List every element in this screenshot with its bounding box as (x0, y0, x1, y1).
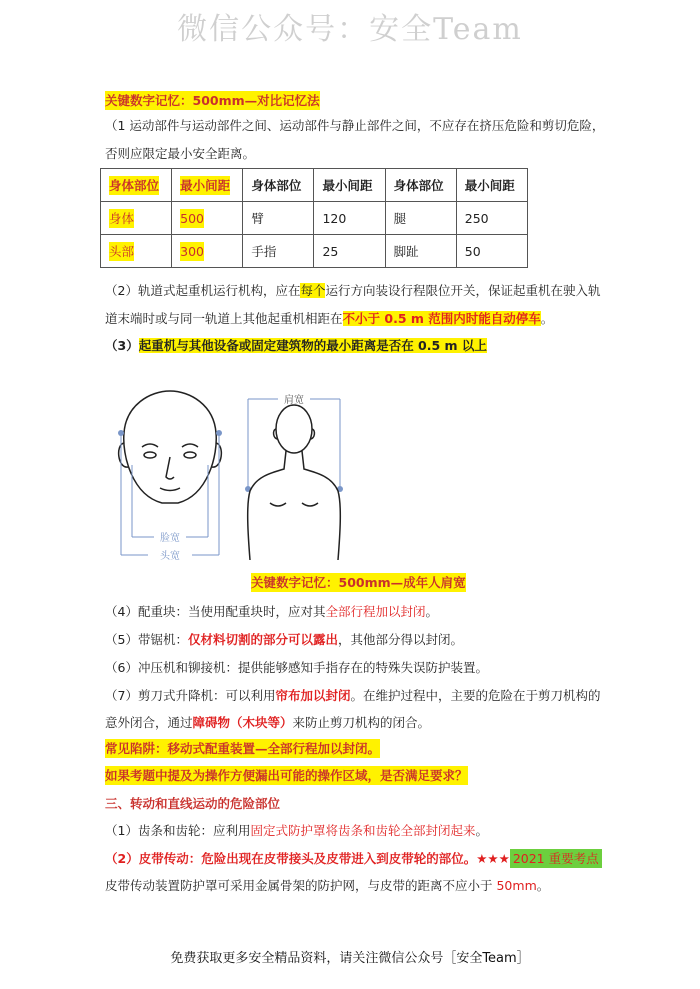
table-header-cell: 身体部位 (243, 169, 314, 202)
table-header-cell: 最小间距 (314, 169, 385, 202)
paragraph-1-line-1: （1 运动部件与运动部件之间、运动部件与静止部件之间，不应存在挤压危险和剪切危险， (105, 118, 605, 133)
memo-2-text: 关键数字记忆：500mm—成年人肩宽 (251, 575, 466, 590)
memo-heading-2 (251, 574, 466, 592)
table-cell: 臂 (243, 202, 314, 235)
table-cell: 250 (456, 202, 527, 235)
paragraph-3: （3）起重机与其他设备或固定建筑物的最小距离是否在 0.5 m 以上 (105, 338, 487, 353)
table-cell: 头部 (101, 235, 172, 268)
table-cell: 300 (172, 235, 243, 268)
paragraph-2-line-2: 道末端时或与同一轨道上其他起重机相距在不小于 0.5 m 范围内时能自动停车。 (105, 311, 554, 326)
footer-notice: 免费获取更多安全精品资料，请关注微信公众号［安全Team］ (170, 951, 530, 966)
paragraph-7-line-2: 意外闭合，通过障碍物（木块等）来防止剪刀机构的闭合。 (105, 715, 431, 730)
table-cell: 25 (314, 235, 385, 268)
paragraph-6: （6）冲压机和铆接机：提供能够感知手指存在的特殊失误防护装置。 (105, 660, 488, 675)
exam-question: 如果考题中提及为操作方便漏出可能的操作区域，是否满足要求？ (105, 768, 468, 783)
table-row (101, 235, 528, 268)
width-guides (121, 399, 340, 555)
table-cell: 500 (172, 202, 243, 235)
section-3-item-1: （1）齿条和齿轮：应利用固定式防护罩将齿条和齿轮全部封闭起来。 (105, 823, 488, 838)
common-trap: 常见陷阱：移动式配重装置—全部行程加以封闭。 (105, 741, 381, 756)
table-cell: 腿 (385, 202, 456, 235)
table-cell: 120 (314, 202, 385, 235)
table-header-cell: 身体部位 (101, 169, 172, 202)
head-width-label: 头宽 (160, 551, 180, 562)
table-cell: 身体 (101, 202, 172, 235)
memo-1-text: 关键数字记忆：500mm—对比记忆法 (105, 93, 320, 108)
head-front-drawing (119, 391, 222, 503)
paragraph-7-line-1: （7）剪刀式升降机：可以利用帘布加以封闭。在维护过程中，主要的危险在于剪刀机构的 (105, 688, 601, 703)
star-rating-icon: ★★★ (476, 851, 510, 866)
table-header-row (101, 169, 528, 202)
table-header-cell: 身体部位 (385, 169, 456, 202)
table-cell: 50 (456, 235, 527, 268)
key-point-badge: 2021 重要考点 (510, 849, 602, 868)
memo-heading-1 (105, 92, 320, 110)
paragraph-1-line-2: 否则应限定最小安全距离。 (105, 146, 256, 161)
table-header-cell: 最小间距 (172, 169, 243, 202)
section-3-item-2: （2）皮带传动：危险出现在皮带接头及皮带进入到皮带轮的部位。★★★ 2021 重要考点 (105, 850, 602, 868)
section-3-item-2-line-2: 皮带传动装置防护罩可采用金属骨架的防护网，与皮带的距离不应小于 50mm。 (105, 878, 550, 893)
head-shoulder-figure (110, 385, 360, 570)
face-width-label: 脸宽 (160, 533, 180, 544)
paragraph-5: （5）带锯机：仅材料切割的部分可以露出，其他部分得以封闭。 (105, 632, 463, 647)
table-row (101, 202, 528, 235)
shoulders-drawing (248, 405, 341, 560)
table-cell: 脚趾 (385, 235, 456, 268)
distance-table (100, 168, 528, 268)
table-header-cell: 最小间距 (456, 169, 527, 202)
shoulder-width-label: 肩宽 (284, 395, 304, 406)
watermark: 微信公众号：安全Team (177, 12, 523, 47)
measure-dots (118, 430, 343, 492)
section-3-heading: 三、转动和直线运动的危险部位 (105, 796, 281, 811)
paragraph-2-line-1: （2）轨道式起重机运行机构，应在每个运行方向装设行程限位开关，保证起重机在驶入轨 (105, 283, 601, 298)
table-cell: 手指 (243, 235, 314, 268)
paragraph-4: （4）配重块：当使用配重块时，应对其全部行程加以封闭。 (105, 604, 438, 619)
